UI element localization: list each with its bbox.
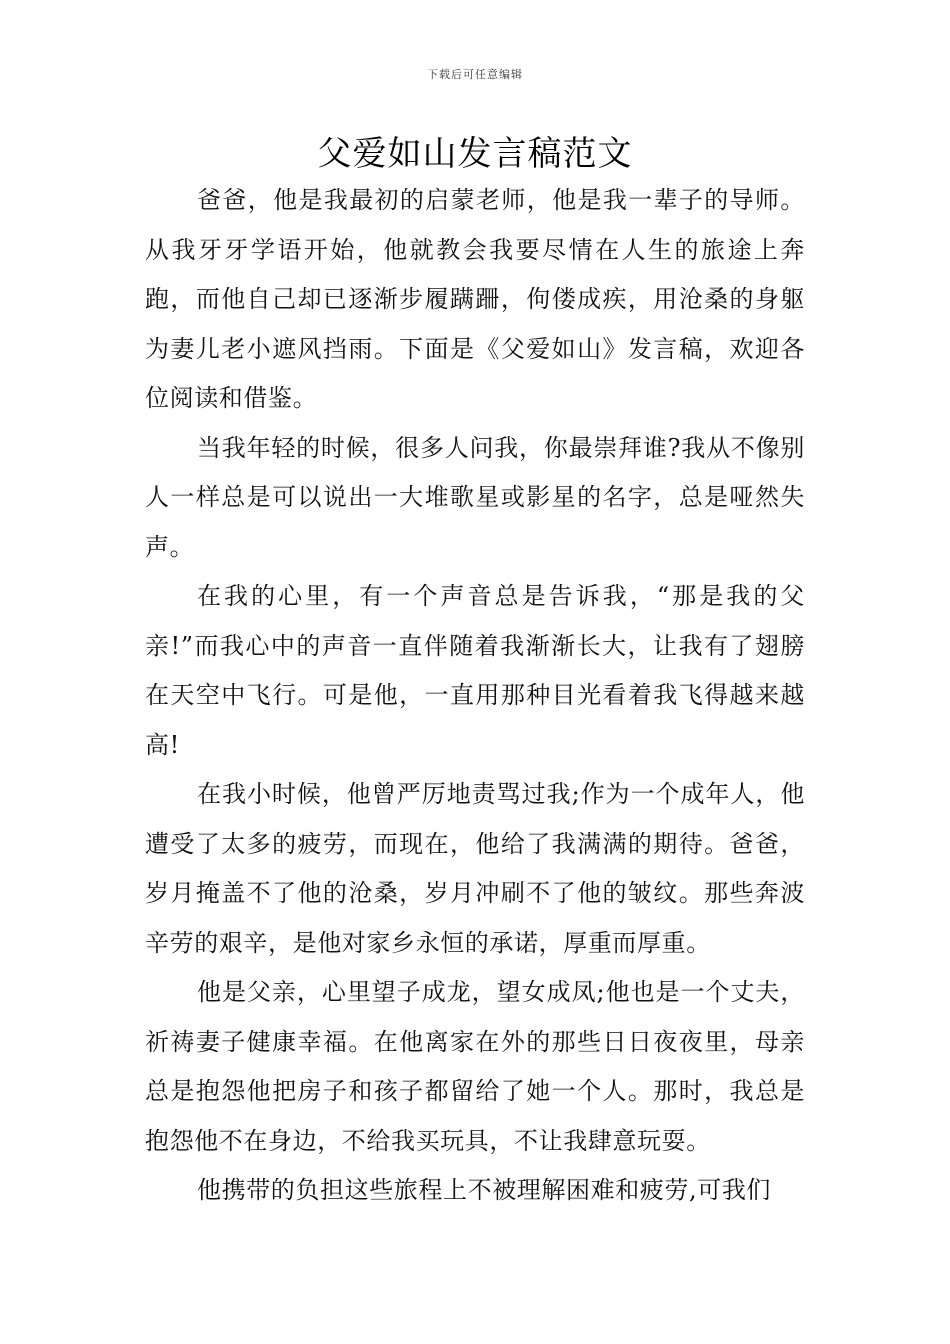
- header-note: 下载后可任意编辑: [427, 68, 523, 81]
- document-body: [145, 176, 805, 1216]
- paragraph: 他携带的负担这些旅程上不被理解困难和疲劳,可我们: [197, 1176, 772, 1204]
- paragraph: 在我小时候，他曾严厉地责骂过我;作为一个成年人，他遭受了太多的疲劳，而现在，他给了我满满的期待。爸爸，岁月掩盖不了他的沧桑，岁月冲刷不了他的皱纹。那些奔波辛劳的艰辛，是他对家乡永恒的承诺，厚重而厚重。: [145, 780, 805, 957]
- paragraph: 在我的心里，有一个声音总是告诉我，“那是我的父亲!”而我心中的声音一直伴随着我渐渐长大，让我有了翅膀在天空中飞行。可是他，一直用那种目光看着我飞得越来越高!: [145, 582, 805, 759]
- document-title: 父爱如山发言稿范文: [317, 134, 633, 174]
- paragraph: 他是父亲，心里望子成龙，望女成凤;他也是一个丈夫，祈祷妻子健康幸福。在他离家在外的那些日日夜夜里，母亲总是抱怨他把房子和孩子都留给了她一个人。那时，我总是抱怨他不在身边，不给我买玩具，不让我肆意玩耍。: [145, 978, 805, 1155]
- paragraph: 当我年轻的时候，很多人问我，你最崇拜谁?我从不像别人一样总是可以说出一大堆歌星或影星的名字，总是哑然失声。: [145, 433, 805, 561]
- paragraph: 爸爸，他是我最初的启蒙老师，他是我一辈子的导师。从我牙牙学语开始，他就教会我要尽情在人生的旅途上奔跑，而他自己却已逐渐步履蹒跚，佝偻成疾，用沧桑的身躯为妻儿老小遮风挡雨。下面是《父爱如山》发言稿，欢迎各位阅读和借鉴。: [145, 186, 805, 412]
